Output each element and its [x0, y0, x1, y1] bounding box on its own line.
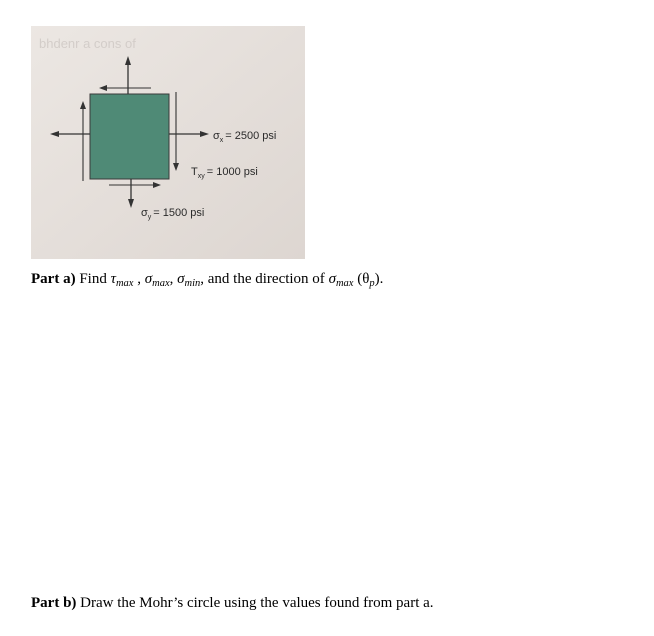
part-a-direction-text: , and the direction of: [200, 271, 325, 287]
theta-close: ).: [374, 271, 384, 287]
theta-open: (θ: [357, 271, 370, 287]
tau-xy-label: $T_{xy} = 1000$ psi: [191, 166, 258, 180]
sigma-min-subscript: min: [184, 278, 201, 289]
theta-p-subscript: p: [369, 278, 375, 289]
sigma-x-label: $\sigma_x = 2500$ psi: [213, 130, 277, 144]
part-b-text: Draw the Mohr’s circle using the values found from part a.: [80, 595, 434, 611]
sigma-min-symbol: σ: [177, 271, 185, 287]
sigma-max-symbol: σ: [144, 271, 153, 287]
tau-symbol: τ: [110, 271, 116, 287]
separator: ,: [169, 271, 178, 287]
stress-element-square: [90, 94, 169, 179]
separator: ,: [133, 271, 145, 287]
part-b-question: [31, 595, 434, 612]
bleed-through-text: bhdenr a cons of: [39, 36, 136, 51]
part-b-label: Part b): [31, 595, 77, 611]
sigma-max-symbol-2: σ: [328, 271, 336, 287]
tau-max-subscript: max: [115, 278, 134, 289]
sigma-max-subscript: max: [152, 278, 170, 289]
sigma-y-label: $\sigma_y = 1500$ psi: [141, 207, 205, 221]
stress-element-photo: [31, 26, 305, 259]
part-a-question: [31, 271, 383, 288]
stress-element-diagram: [31, 26, 305, 259]
sigma-max-subscript-2: max: [335, 278, 354, 289]
part-a-label: Part a): [31, 271, 76, 287]
part-a-find-text: Find: [79, 271, 107, 287]
